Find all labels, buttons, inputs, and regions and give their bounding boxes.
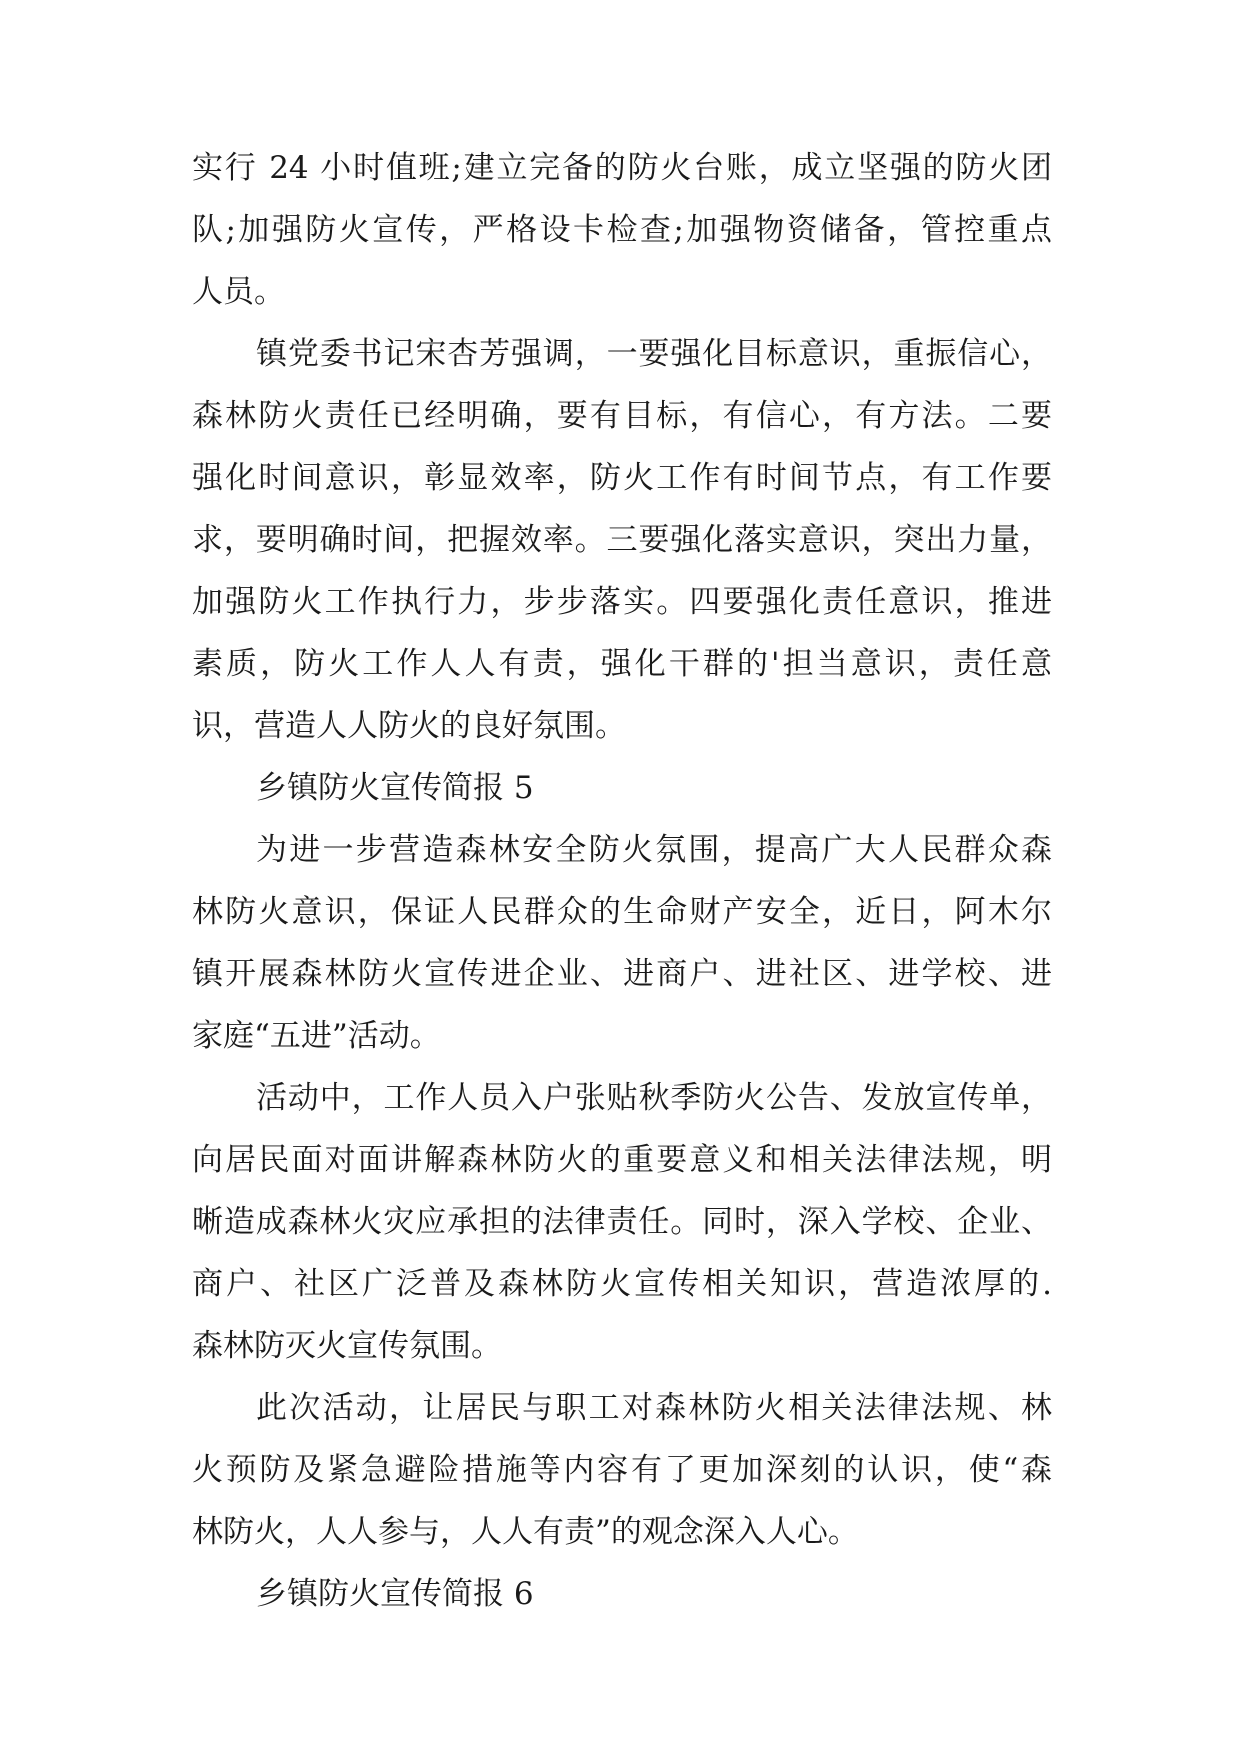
paragraph-2-line-1: 镇党委书记宋杏芳强调，一要强化目标意识，重振信心， bbox=[256, 336, 1052, 372]
paragraph-5-line-2: 火预防及紧急避险措施等内容有了更加深刻的认识，使“森 bbox=[192, 1452, 1052, 1488]
paragraph-2-line-7: 识，营造人人防火的良好氛围。 bbox=[192, 708, 626, 744]
paragraph-2-line-3: 强化时间意识，彰显效率，防火工作有时间节点，有工作要 bbox=[192, 460, 1052, 496]
paragraph-2-line-6: 素质，防火工作人人有责，强化干群的'担当意识，责任意 bbox=[192, 646, 1052, 682]
paragraph-1-line-1: 实行 24 小时值班;建立完备的防火台账，成立坚强的防火团 bbox=[192, 150, 1052, 186]
paragraph-2-line-2: 森林防火责任已经明确，要有目标，有信心，有方法。二要 bbox=[192, 398, 1052, 434]
paragraph-5-line-1: 此次活动，让居民与职工对森林防火相关法律法规、林 bbox=[256, 1390, 1052, 1426]
paragraph-4-line-5: 森林防灭火宣传氛围。 bbox=[192, 1328, 502, 1364]
paragraph-3-line-4: 家庭“五进”活动。 bbox=[192, 1018, 441, 1054]
paragraph-2-line-4: 求，要明确时间，把握效率。三要强化落实意识，突出力量， bbox=[192, 522, 1052, 558]
paragraph-1-line-3: 人员。 bbox=[192, 274, 285, 310]
paragraph-2-line-5: 加强防火工作执行力，步步落实。四要强化责任意识，推进 bbox=[192, 584, 1052, 620]
paragraph-1-line-2: 队;加强防火宣传，严格设卡检查;加强物资储备，管控重点 bbox=[192, 212, 1052, 248]
paragraph-3-line-2: 林防火意识，保证人民群众的生命财产安全，近日，阿木尔 bbox=[192, 894, 1052, 930]
paragraph-4-line-3: 晰造成森林火灾应承担的法律责任。同时，深入学校、企业、 bbox=[192, 1204, 1052, 1240]
paragraph-3-line-3: 镇开展森林防火宣传进企业、进商户、进社区、进学校、进 bbox=[192, 956, 1052, 992]
paragraph-4-line-4: 商户、社区广泛普及森林防火宣传相关知识，营造浓厚的. bbox=[192, 1266, 1052, 1302]
section-heading-5: 乡镇防火宣传简报 5 bbox=[256, 770, 534, 806]
paragraph-3-line-1: 为进一步营造森林安全防火氛围，提高广大人民群众森 bbox=[256, 832, 1052, 868]
section-heading-6: 乡镇防火宣传简报 6 bbox=[256, 1576, 534, 1612]
paragraph-5-line-3: 林防火，人人参与，人人有责”的观念深入人心。 bbox=[192, 1514, 859, 1550]
paragraph-4-line-2: 向居民面对面讲解森林防火的重要意义和相关法律法规，明 bbox=[192, 1142, 1052, 1178]
paragraph-4-line-1: 活动中，工作人员入户张贴秋季防火公告、发放宣传单， bbox=[256, 1080, 1052, 1116]
